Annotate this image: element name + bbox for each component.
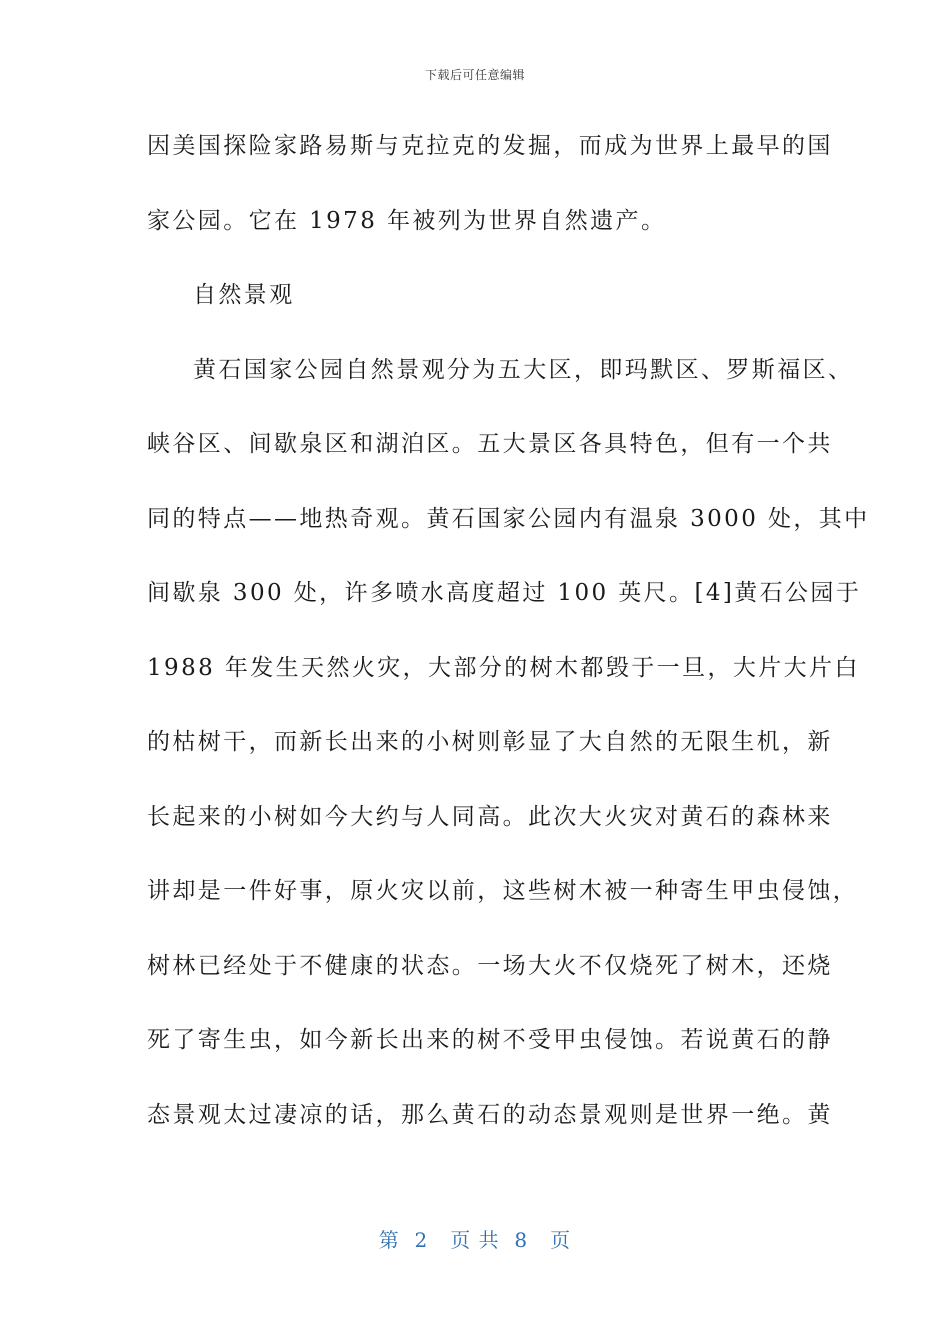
paragraph-line: 家公园。它在 1978 年被列为世界自然遗产。 <box>147 207 667 234</box>
section-heading: 自然景观 <box>193 282 295 308</box>
paragraph-line: 长起来的小树如今大约与人同高。此次大火灾对黄石的森林来 <box>147 803 833 830</box>
paragraph-line: 因美国探险家路易斯与克拉克的发掘，而成为世界上最早的国 <box>147 133 833 159</box>
paragraph-line: 死了寄生虫，如今新长出来的树不受甲虫侵蚀。若说黄石的静 <box>147 1027 833 1053</box>
paragraph-line: 的枯树干，而新长出来的小树则彰显了大自然的无限生机，新 <box>147 729 833 755</box>
paragraph-line: 峡谷区、间歇泉区和湖泊区。五大景区各具特色，但有一个共 <box>147 431 833 457</box>
paragraph-line: 讲却是一件好事，原火灾以前，这些树木被一种寄生甲虫侵蚀， <box>147 878 859 904</box>
page-header: 下载后可任意编辑 <box>424 68 525 82</box>
body-text <box>147 122 870 1165</box>
paragraph-line: 黄石国家公园自然景观分为五大区，即玛默区、罗斯福区、 <box>193 356 854 383</box>
paragraph-line: 1988 年发生天然火灾，大部分的树木都毁于一旦，大片大片白 <box>147 654 860 681</box>
paragraph-line: 树林已经处于不健康的状态。一场大火不仅烧死了树木，还烧 <box>147 952 833 979</box>
page-number-footer: 第 2 页 共 8 页 <box>378 1228 572 1252</box>
paragraph-line: 间歇泉 300 处，许多喷水高度超过 100 英尺。[4]黄石公园于 <box>147 580 862 606</box>
paragraph-line: 同的特点——地热奇观。黄石国家公园内有温泉 3000 处，其中 <box>147 505 870 532</box>
paragraph-line: 态景观太过凄凉的话，那么黄石的动态景观则是世界一绝。黄 <box>147 1101 833 1128</box>
